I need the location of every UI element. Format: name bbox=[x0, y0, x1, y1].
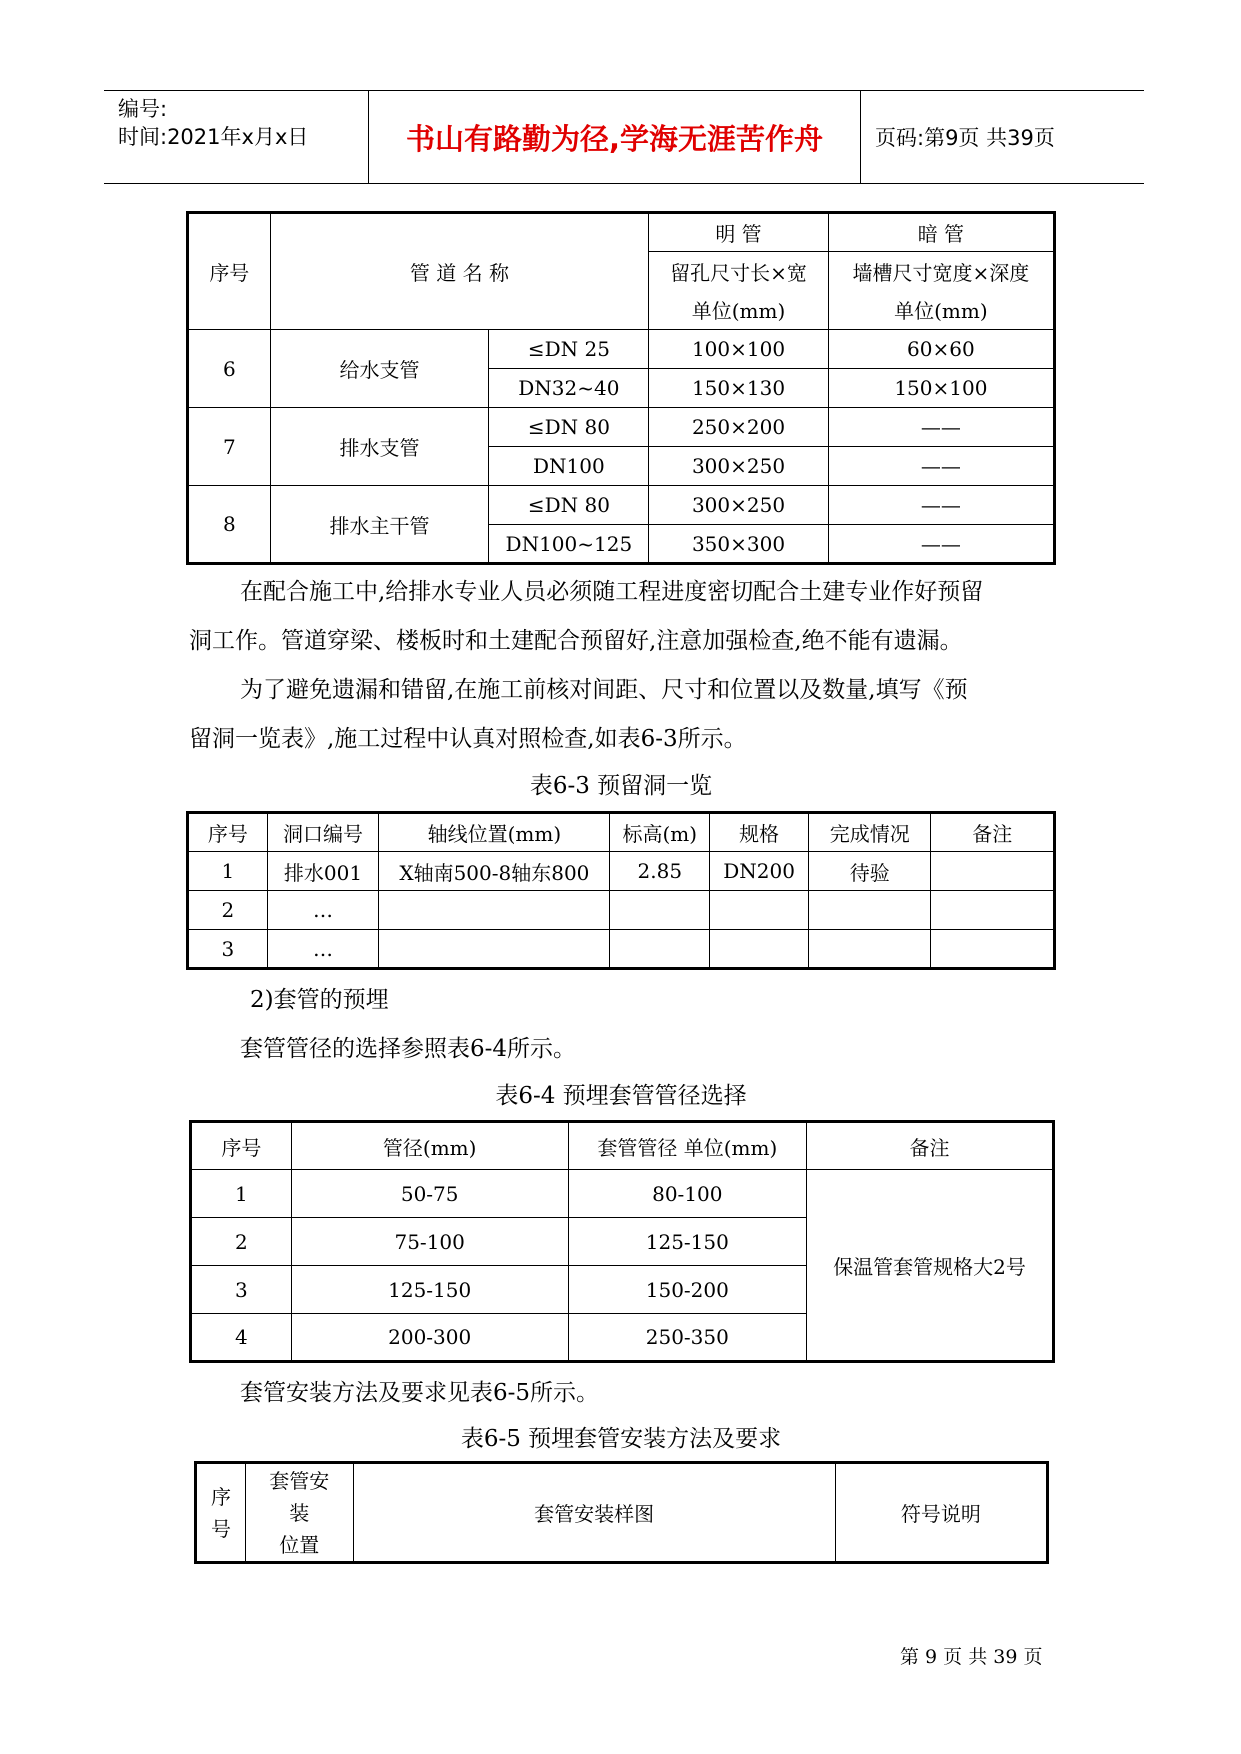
t1-h-an: 暗 管 bbox=[828, 213, 1054, 252]
t4-h-pos bbox=[245, 1463, 353, 1563]
t3-cell: 80-100 bbox=[568, 1170, 806, 1218]
t1-h-name: 管 道 名 称 bbox=[270, 213, 649, 330]
table-row bbox=[188, 891, 1055, 930]
t2-cell bbox=[931, 930, 1055, 969]
t2-cell bbox=[809, 891, 931, 930]
t2-cell bbox=[710, 891, 809, 930]
paragraph: 洞工作。管道穿梁、楼板时和土建配合预留好,注意加强检查,绝不能有遗漏。 bbox=[189, 628, 963, 654]
table-header-row bbox=[188, 813, 1055, 852]
table-caption: 表6-3 预留洞一览 bbox=[529, 773, 713, 799]
t2-header: 完成情况 bbox=[809, 813, 931, 852]
t2-cell bbox=[379, 930, 610, 969]
t4-h-seq-line: 号 bbox=[210, 1516, 231, 1541]
t4-h-pos-line: 位置 bbox=[279, 1532, 320, 1557]
t2-cell: 2 bbox=[188, 891, 268, 930]
t1-ming: 250×200 bbox=[649, 408, 828, 447]
table-row bbox=[188, 486, 1055, 525]
paragraph: 留洞一览表》,施工过程中认真对照检查,如表6-3所示。 bbox=[189, 726, 747, 752]
t1-spec: ≤DN 25 bbox=[489, 330, 649, 369]
page-footer: 第 9 页 共 39 页 bbox=[900, 1646, 1043, 1668]
t1-seq: 8 bbox=[188, 486, 271, 564]
t1-h-an-sub2: 单位(mm) bbox=[828, 291, 1054, 330]
t1-an: —— bbox=[828, 486, 1054, 525]
t2-header: 规格 bbox=[710, 813, 809, 852]
paragraph: 套管管径的选择参照表6-4所示。 bbox=[240, 1036, 577, 1062]
t2-cell: 待验 bbox=[809, 852, 931, 891]
t1-name: 排水支管 bbox=[270, 408, 489, 486]
t1-an: —— bbox=[828, 447, 1054, 486]
t3-cell: 125-150 bbox=[291, 1266, 568, 1314]
t1-an: 60×60 bbox=[828, 330, 1054, 369]
reserved-hole-table bbox=[186, 811, 1056, 970]
t2-header: 标高(m) bbox=[610, 813, 710, 852]
t2-cell: 排水001 bbox=[267, 852, 379, 891]
t1-ming: 350×300 bbox=[649, 525, 828, 564]
t1-an: 150×100 bbox=[828, 369, 1054, 408]
t2-cell: 3 bbox=[188, 930, 268, 969]
t1-ming: 300×250 bbox=[649, 486, 828, 525]
paragraph: 为了避免遗漏和错留,在施工前核对间距、尺寸和位置以及数量,填写《预 bbox=[240, 677, 968, 703]
table-header-row bbox=[191, 1122, 1054, 1170]
t4-h-seq bbox=[196, 1463, 246, 1563]
t2-cell bbox=[610, 930, 710, 969]
t2-cell: … bbox=[267, 930, 379, 969]
sleeve-diameter-table bbox=[189, 1120, 1055, 1363]
t1-seq: 7 bbox=[188, 408, 271, 486]
t3-cell: 50-75 bbox=[291, 1170, 568, 1218]
t2-cell bbox=[710, 930, 809, 969]
t2-cell bbox=[931, 891, 1055, 930]
t1-name: 给水支管 bbox=[270, 330, 489, 408]
table-row bbox=[188, 930, 1055, 969]
header-page-info: 页码:第9页 共39页 bbox=[875, 126, 1055, 150]
sleeve-install-table bbox=[194, 1461, 1049, 1564]
t3-cell: 75-100 bbox=[291, 1218, 568, 1266]
t3-note: 保温管套管规格大2号 bbox=[806, 1170, 1053, 1362]
table-row bbox=[191, 1170, 1054, 1218]
t4-h-pos-line: 套管安 bbox=[269, 1468, 330, 1493]
t3-cell: 250-350 bbox=[568, 1314, 806, 1362]
t2-header: 轴线位置(mm) bbox=[379, 813, 610, 852]
t1-ming: 150×130 bbox=[649, 369, 828, 408]
t2-cell bbox=[931, 852, 1055, 891]
t2-cell: X轴南500-8轴东800 bbox=[379, 852, 610, 891]
table-caption: 表6-5 预埋套管安装方法及要求 bbox=[460, 1426, 782, 1452]
t1-ming: 100×100 bbox=[649, 330, 828, 369]
t2-cell: … bbox=[267, 891, 379, 930]
t2-cell bbox=[379, 891, 610, 930]
table-row bbox=[188, 408, 1055, 447]
t1-an: —— bbox=[828, 408, 1054, 447]
t3-cell: 3 bbox=[191, 1266, 292, 1314]
page-header bbox=[104, 90, 1144, 184]
t2-cell: DN200 bbox=[710, 852, 809, 891]
t1-h-an-sub1: 墙槽尺寸宽度×深度 bbox=[828, 252, 1054, 291]
t3-header: 套管管径 单位(mm) bbox=[568, 1122, 806, 1170]
t1-name: 排水主干管 bbox=[270, 486, 489, 564]
t1-an: —— bbox=[828, 525, 1054, 564]
table-header-row bbox=[196, 1463, 1048, 1563]
t4-h-diagram: 套管安装样图 bbox=[353, 1463, 835, 1563]
t1-spec: ≤DN 80 bbox=[489, 486, 649, 525]
t1-h-ming-sub1: 留孔尺寸长×宽 bbox=[649, 252, 828, 291]
t3-cell: 125-150 bbox=[568, 1218, 806, 1266]
paragraph: 套管安装方法及要求见表6-5所示。 bbox=[240, 1380, 600, 1406]
t4-h-symbol: 符号说明 bbox=[835, 1463, 1047, 1563]
section-heading: 2)套管的预埋 bbox=[250, 987, 389, 1013]
t1-h-ming-sub2: 单位(mm) bbox=[649, 291, 828, 330]
paragraph: 在配合施工中,给排水专业人员必须随工程进度密切配合土建专业作好预留 bbox=[240, 579, 984, 605]
header-time: 时间:2021年x月x日 bbox=[118, 125, 309, 149]
table-row bbox=[188, 852, 1055, 891]
t4-h-pos-line: 装 bbox=[289, 1500, 310, 1525]
t4-h-seq-line: 序 bbox=[210, 1484, 231, 1509]
t2-cell bbox=[610, 891, 710, 930]
t1-h-ming: 明 管 bbox=[649, 213, 828, 252]
t3-cell: 2 bbox=[191, 1218, 292, 1266]
t1-spec: DN100 bbox=[489, 447, 649, 486]
t1-h-seq: 序号 bbox=[188, 213, 271, 330]
t3-cell: 1 bbox=[191, 1170, 292, 1218]
t1-spec: DN32~40 bbox=[489, 369, 649, 408]
t2-cell: 2.85 bbox=[610, 852, 710, 891]
table-caption: 表6-4 预埋套管管径选择 bbox=[495, 1083, 747, 1109]
t2-header: 备注 bbox=[931, 813, 1055, 852]
t3-header: 备注 bbox=[806, 1122, 1053, 1170]
t2-header: 序号 bbox=[188, 813, 268, 852]
table-row bbox=[188, 330, 1055, 369]
t2-cell bbox=[809, 930, 931, 969]
t1-spec: DN100~125 bbox=[489, 525, 649, 564]
t1-ming: 300×250 bbox=[649, 447, 828, 486]
t3-cell: 200-300 bbox=[291, 1314, 568, 1362]
t1-spec: ≤DN 80 bbox=[489, 408, 649, 447]
pipe-reserve-table bbox=[186, 211, 1056, 565]
t3-header: 管径(mm) bbox=[291, 1122, 568, 1170]
header-number: 编号: bbox=[118, 97, 168, 121]
t1-seq: 6 bbox=[188, 330, 271, 408]
t3-cell: 4 bbox=[191, 1314, 292, 1362]
header-motto: 书山有路勤为径,学海无涯苦作舟 bbox=[369, 91, 861, 183]
t2-cell: 1 bbox=[188, 852, 268, 891]
header-meta bbox=[104, 91, 369, 183]
t3-header: 序号 bbox=[191, 1122, 292, 1170]
t3-cell: 150-200 bbox=[568, 1266, 806, 1314]
t2-header: 洞口编号 bbox=[267, 813, 379, 852]
